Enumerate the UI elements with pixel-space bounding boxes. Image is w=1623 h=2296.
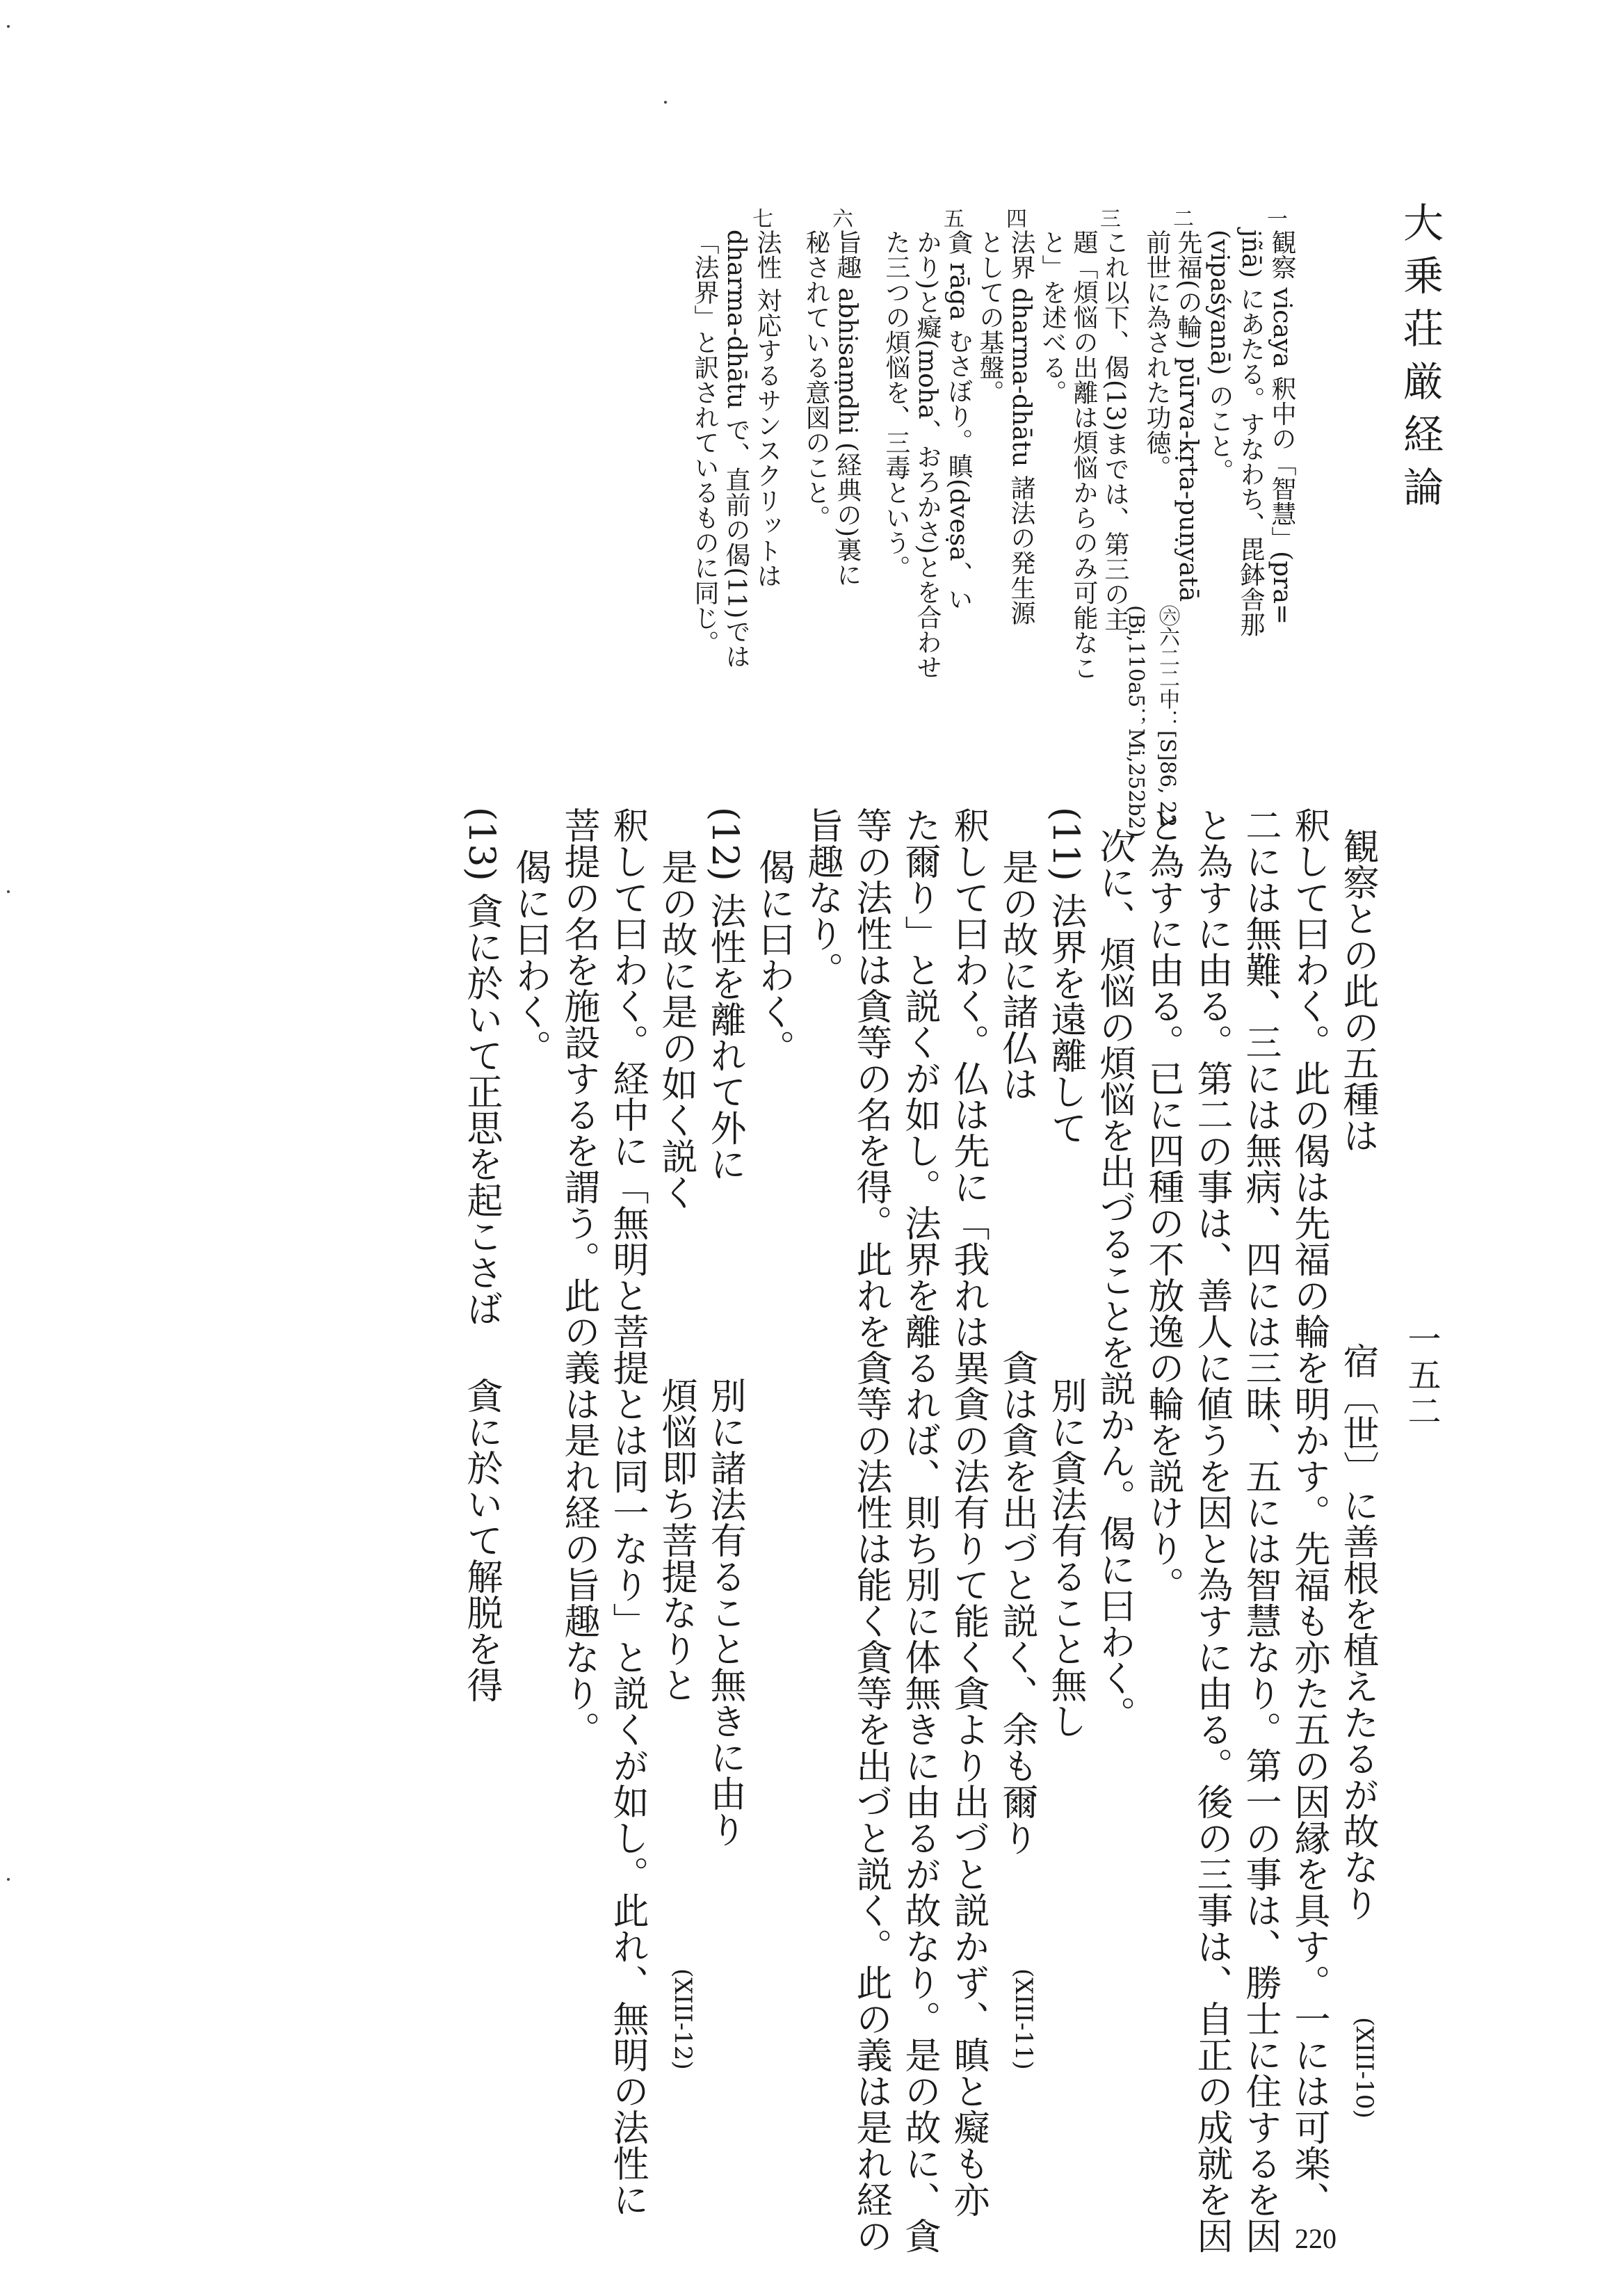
main-line-8: 是の故に諸仏は xyxy=(996,849,1037,1102)
scan-speck xyxy=(7,25,10,28)
note-num-5: 五 xyxy=(944,207,964,232)
verse-half-2: 別に貪法有ること無し xyxy=(1044,1377,1086,1739)
main-line-19: (13) 貪に於いて正思を起こさば xyxy=(460,807,502,1327)
note-3-line-3: と」を述べる。 xyxy=(1038,230,1067,405)
scan-speck xyxy=(7,890,10,893)
main-line-14: (12) 法性を離れて外に xyxy=(704,807,745,1182)
verse-half-3: 貪は貪を出づと説く、余も爾り xyxy=(996,1349,1037,1856)
main-line-9: 釈して曰わく。仏は先に「我れは異貪の法有りて能く貪より出づと説かず、瞋と癡も亦 xyxy=(947,807,989,2217)
main-line-3: 二には無難、三には無病、四には三昧、五には智慧なり。第一の事は、勝士に住するを因 xyxy=(1239,807,1281,2254)
note-num-3: 三 xyxy=(1100,207,1121,232)
note-1-line-2: jñā) にあたる。すなわち、毘鉢舎那 xyxy=(1236,230,1265,637)
note-6-line-2: 秘されている意図のこと。 xyxy=(802,230,830,530)
note-num-6: 六 xyxy=(832,207,853,232)
verse-half-1: 宿〔世〕に善根を植えたるが故なり xyxy=(1337,1342,1378,1921)
main-line-7: (11) 法界を遠離して xyxy=(1044,807,1086,1146)
note-num-1: 一 xyxy=(1267,207,1288,232)
note-ref-2: (Bi,110a5；Mi,252b2) xyxy=(1124,605,1148,838)
note-num-2: 二 xyxy=(1173,207,1194,232)
main-line-1: 観察との此の五種は xyxy=(1337,828,1378,1153)
note-5-line-2: かり)と癡(moha、おろかさ)とを合わせ xyxy=(913,230,942,680)
main-line-13: 偈に曰わく。 xyxy=(752,849,794,1066)
note-7-line-3: 「法界」と訳されているものに同じ。 xyxy=(691,230,719,655)
folio-number: 一五二 xyxy=(1402,1322,1441,1430)
main-line-16: 釈して曰わく。経中に「無明と菩提とは同一なり」と説くが如し。此れ、無明の法性に xyxy=(606,807,648,2217)
main-line-6: 次に、煩悩の煩悩を出づることを説かん。偈に曰わく。 xyxy=(1093,828,1135,1732)
verse-half-5: 煩悩即ち菩提なりと xyxy=(655,1377,697,1703)
note-4-line-2: としての基盤。 xyxy=(976,230,1004,405)
scan-speck xyxy=(7,1878,10,1881)
scan-speck xyxy=(664,101,667,104)
verse-ref-3: (XIII-12) xyxy=(669,1968,697,2070)
main-line-10: た爾り」と説くが如し。法界を離るれば、則ち別に体無きに由るが故なり。是の故に、貪 xyxy=(898,807,940,2254)
main-line-5: と為すに由る。已に四種の不放逸の輪を説けり。 xyxy=(1142,807,1184,1603)
note-5-line-1: 貪 rāga むさぼり。瞋(dveṣa、い xyxy=(944,230,973,611)
verse-half-4: 別に諸法有ること無きに由り xyxy=(704,1377,745,1847)
note-2-line-2: 前世に為された功徳。 xyxy=(1142,230,1171,480)
main-line-12: 旨趣なり。 xyxy=(801,807,843,988)
note-ref-1: ㊅六二二中：[S]86, 22 xyxy=(1155,605,1179,828)
note-5-line-3: た三つの煩悩を、三毒という。 xyxy=(882,230,910,580)
verse-ref-2: (XIII-11) xyxy=(1010,1968,1037,2070)
note-1-line-3: (vipaśyanā) のこと。 xyxy=(1205,230,1234,483)
main-line-2: 釈して曰わく。此の偈は先福の輪を明かす。先福も亦た五の因縁を具す。一には可楽、 xyxy=(1288,807,1330,2217)
note-num-7: 七 xyxy=(752,207,773,232)
main-line-18: 偈に曰わく。 xyxy=(509,849,551,1066)
main-line-11: 等の法性は貪等の名を得。此れを貪等の法性は能く貪等を出づと説く。此の義は是れ経の xyxy=(850,807,891,2254)
verse-half-6: 貪に於いて解脱を得 xyxy=(460,1377,502,1703)
main-line-17: 菩提の名を施設するを謂う。此の義は是れ経の旨趣なり。 xyxy=(558,807,599,1747)
note-6-line-1: 旨趣 abhisaṃdhi (経典の)裏に xyxy=(833,230,862,588)
note-4-line-1: 法界 dharma-dhātu 諸法の発生源 xyxy=(1007,230,1035,625)
note-3-line-2: 題「煩悩の出離は煩悩からのみ可能なこ xyxy=(1069,230,1098,680)
note-num-4: 四 xyxy=(1006,207,1027,232)
note-7-line-2: dharma-dhātu で、直前の偈(11)では xyxy=(722,230,750,669)
note-7-line-1: 法性 対応するサンスクリットは xyxy=(753,230,782,588)
page-number: 220 xyxy=(1295,2223,1337,2254)
verse-ref-1: (XIII-10) xyxy=(1350,2017,1378,2119)
main-line-4: と為すに由る。第二の事は、善人に値うを因と為すに由る。後の三事は、自正の成就を因 xyxy=(1190,807,1232,2254)
note-3-line-1: これ以下、偈(13)までは、第三の主 xyxy=(1101,230,1129,632)
main-line-15: 是の故に是の如く説く xyxy=(655,849,697,1210)
note-2-line-1: 先福(の輪) pūrva-kṛta-puṇyatā xyxy=(1174,230,1202,602)
note-1-line-1: 観察 vicaya 釈中の「智慧」(pra= xyxy=(1268,230,1296,625)
book-title: 大乗荘厳経論 xyxy=(1396,202,1444,519)
